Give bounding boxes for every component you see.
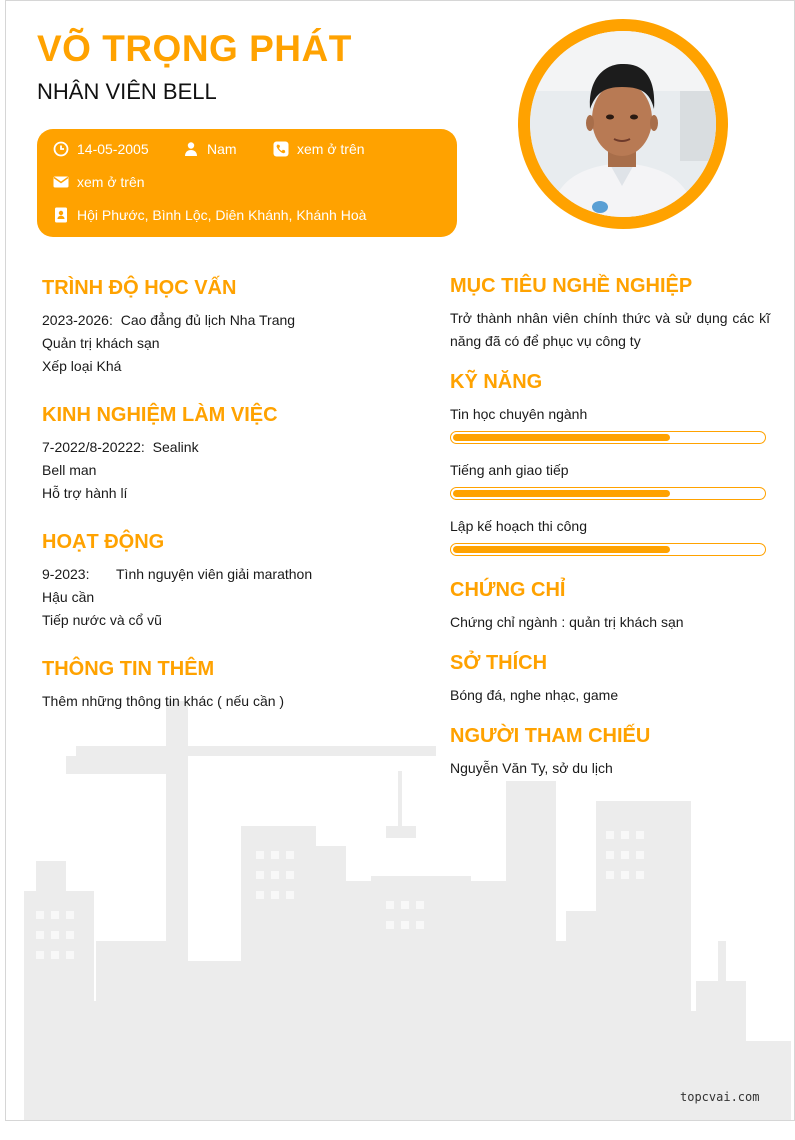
job-position: NHÂN VIÊN BELL: [37, 79, 217, 104]
hobbies-text: Bóng đá, nghe nhạc, game: [450, 687, 619, 703]
skill-label: Lập kế hoạch thi công: [450, 518, 587, 534]
education-school: Cao đẳng đủ lịch Nha Trang: [120, 312, 296, 328]
address-book-icon: [53, 207, 69, 223]
activities-title: HOẠT ĐỘNG: [42, 531, 165, 553]
experience-period: 7-2022/8-20222:: [42, 439, 145, 455]
phone-icon: [273, 141, 289, 157]
envelope-icon: [53, 174, 69, 190]
education-title: TRÌNH ĐỘ HỌC VẤN: [42, 277, 237, 299]
skill-label: Tiếng anh giao tiếp: [450, 462, 569, 478]
activities-duty: Tiếp nước và cổ vũ: [42, 612, 162, 628]
email-item: [53, 174, 145, 190]
skill-level-fill: [453, 490, 670, 497]
skill-level-fill: [453, 434, 670, 441]
additional-text: Thêm những thông tin khác ( nếu cần ): [42, 693, 285, 709]
education-grade: Xếp loại Khá: [42, 358, 122, 374]
experience-period-line: [42, 439, 199, 455]
additional-title: THÔNG TIN THÊM: [42, 658, 215, 680]
address-text: Hội Phước, Bình Lộc, Diên Khánh, Khánh Hoà: [77, 207, 367, 223]
education-period: 2023-2026:: [42, 312, 113, 328]
skills-title: KỸ NĂNG: [450, 371, 543, 393]
candidate-name: VÕ TRỌNG PHÁT: [37, 28, 352, 69]
cv-page: [5, 0, 795, 1121]
skill-level-bar: [450, 487, 766, 500]
experience-duty: Hỗ trợ hành lí: [42, 485, 128, 501]
gender-text: Nam: [207, 141, 237, 157]
clock-icon: [53, 141, 69, 157]
skill-label: Tin học chuyên ngành: [450, 406, 588, 422]
skill-level-fill: [453, 546, 670, 553]
gender-item: [183, 141, 237, 157]
activities-role: Hậu cần: [42, 589, 95, 605]
skill-level-bar: [450, 543, 766, 556]
certificates-text: Chứng chỉ ngành : quản trị khách sạn: [450, 614, 684, 630]
skill-level-bar: [450, 431, 766, 444]
certificates-title: CHỨNG CHỈ: [450, 579, 566, 601]
address-item: [53, 207, 366, 223]
activities-period: 9-2023:: [42, 566, 90, 582]
birthday-item: [53, 141, 149, 157]
contact-info-box: [37, 129, 457, 237]
avatar-frame: [518, 19, 728, 229]
activities-name: Tình nguyện viên giải marathon: [116, 566, 313, 582]
hobbies-title: SỞ THÍCH: [450, 652, 548, 674]
profile-photo: [530, 31, 716, 217]
email-text[interactable]: xem ở trên: [77, 174, 145, 190]
phone-text[interactable]: xem ở trên: [297, 141, 365, 157]
experience-title: KINH NGHIỆM LÀM VIỆC: [42, 404, 278, 426]
references-title: NGƯỜI THAM CHIẾU: [450, 725, 651, 747]
phone-item: [273, 141, 365, 157]
objective-text: Trở thành nhân viên chính thức và sử dụng các kĩ năng đã có để phục vụ công ty: [450, 310, 770, 349]
education-major: Quản trị khách sạn: [42, 335, 160, 351]
person-icon: [183, 141, 199, 157]
education-period-line: [42, 312, 295, 328]
watermark: topcvai.com: [680, 1090, 760, 1104]
birthday-text: 14-05-2005: [77, 141, 149, 157]
experience-role: Bell man: [42, 462, 97, 478]
experience-company: Sealink: [152, 439, 199, 455]
avatar: [530, 31, 716, 217]
references-text: Nguyễn Văn Ty, sở du lịch: [450, 760, 613, 776]
objective-title: MỤC TIÊU NGHỀ NGHIỆP: [450, 275, 693, 297]
